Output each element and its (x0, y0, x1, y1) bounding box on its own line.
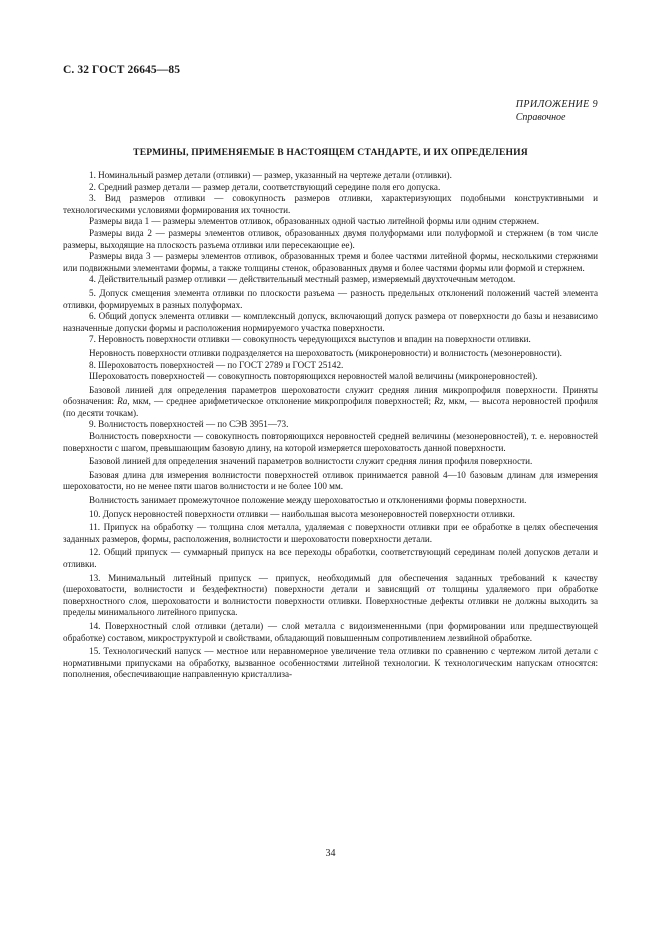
appendix-type: Справочное (515, 112, 566, 123)
document-body (63, 170, 598, 681)
paragraph: Волнистость занимает промежуточное положение между шероховатостью и отклонениями формы поверхности. (89, 495, 527, 506)
paragraph: Размеры вида 2 — размеры элементов отливок, образованных двумя полуформами или полуформой и стержнем (в том числе размеры, выходящие на плоскость разъема отливки или пересекающие ее). (63, 227, 598, 250)
paragraph: 10. Допуск неровностей поверхности отливки — наибольшая высота мезонеровностей поверхности отливки. (89, 508, 515, 519)
paragraph: Размеры вида 1 — размеры элементов отливок, образованных одной частью литейной формы или одним стержнем. (89, 216, 539, 227)
paragraph: Неровность поверхности отливки подразделяется на шероховатость (микронеровности) и волнистость (мезонеровности). (89, 347, 562, 358)
page-header: С. 32 ГОСТ 26645—85 (63, 64, 181, 76)
paragraph: 12. Общий припуск — суммарный припуск на все переходы обработки, соответствующий серединам полей допусков детали и отливки. (63, 547, 598, 569)
parameter-symbol: Ra (117, 396, 128, 407)
paragraph: Волнистость поверхности — совокупность повторяющихся неровностей средней величины (мезонеровностей), т. е. неровностей поверхности с шагом, превышающим базовую длину, на которой измеряется шероховатость данной поверхности. (63, 431, 598, 453)
paragraph: Базовой линией для определения значений параметров волнистости служит средняя линия профиля поверхности. (89, 456, 533, 467)
parameter-symbol: Rz (434, 396, 444, 407)
page-number: 34 (325, 848, 336, 859)
paragraph: Размеры вида 3 — размеры элементов отливок, образованных тремя и более частями литейной формы, несколькими стержнями или подвижными элементами формы, а также толщины стенок, образованных двумя и более частями формы или формой и стержнем. (63, 251, 598, 273)
paragraph: 4. Действительный размер отливки — действительный местный размер, измеряемый двухточечным методом. (89, 274, 516, 285)
paragraph: 1. Номинальный размер детали (отливки) — размер, указанный на чертеже детали (отливки). (89, 170, 452, 180)
paragraph: 7. Неровность поверхности отливки — совокупность чередующихся выступов и впадин на поверхности отливки. (89, 334, 531, 345)
paragraph: 5. Допуск смещения элемента отливки по плоскости разъема — разность предельных отклонений положений частей элемента отливки, формируемых в разных полуформах. (63, 287, 598, 310)
paragraph: 14. Поверхностный слой отливки (детали) — слой металла с видоизмененными (при формировании или предшествующей обработке) составом, микроструктурой и свойствами, обладающий повышенным сопротивлением лезвийной обработке. (63, 620, 598, 643)
paragraph: 13. Минимальный литейный припуск — припуск, необходимый для обеспечения заданных требований к качеству (шероховатости, волнистости и бездефектности) поверхности детали и зависящий от толщины удаляемого при обработке поверхностного слоя, шероховатости и волнистости поверхности отливки. Поверхностные дефекты отливки не должны выходить за пределы минимального литейного припуска. (63, 572, 598, 618)
paragraph: 6. Общий допуск элемента отливки — комплексный допуск, включающий допуск размера от поверхности до базы и независимо назначенные допуски формы и расположения нормируемого участка поверхности. (63, 311, 598, 333)
paragraph: 8. Шероховатость поверхностей — по ГОСТ 2789 и ГОСТ 25142. (89, 359, 344, 370)
appendix-label (516, 98, 598, 124)
paragraph: 11. Припуск на обработку — толщина слоя металла, удаляемая с поверхности отливки при ее обработке в целях обеспечения заданных размеров, формы, расположения, волнистости и шероховатости поверхности детали. (63, 522, 598, 544)
paragraph: 2. Средний размер детали — размер детали, соответствующий середине поля его допуска. (89, 181, 441, 192)
paragraph: Базовая длина для измерения волнистости поверхностей отливок принимается равной 4—10 базовым длинам для измерения шероховатости, но не менее пяти шагов волнистости и не более 100 мм. (63, 469, 598, 492)
section-title: ТЕРМИНЫ, ПРИМЕНЯЕМЫЕ В НАСТОЯЩЕМ СТАНДАРТЕ, И ИХ ОПРЕДЕЛЕНИЯ (133, 147, 528, 158)
paragraph: Базовой линией для определения параметров шероховатости служит средняя линия микропрофиля поверхности. Приняты обозначения: Ra, мкм, — среднее арифметическое отклонение микропрофиля поверхностей; Rz, мкм, — высота неровностей профиля (по десяти точкам). (63, 384, 599, 418)
paragraph: 3. Вид размеров отливки — совокупность размеров отливки, характеризующих подобными конструктивными и технологическими условиями формирования их точности. (63, 193, 598, 215)
paragraph: 15. Технологический напуск — местное или неравномерное увеличение тела отливки по сравнению с чертежом литой детали с нормативными припусками на обработку, вызванное особенностями литейной технологии. К технологическим напускам относятся: пополнения, обеспечивающие направленную кристаллиза- (63, 646, 598, 680)
paragraph: Шероховатость поверхностей — совокупность повторяющихся неровностей малой величины (микронеровностей). (89, 371, 538, 382)
paragraph: 9. Волнистость поверхностей — по СЭВ 3951—73. (89, 419, 289, 430)
appendix-name: ПРИЛОЖЕНИЕ 9 (515, 99, 598, 110)
